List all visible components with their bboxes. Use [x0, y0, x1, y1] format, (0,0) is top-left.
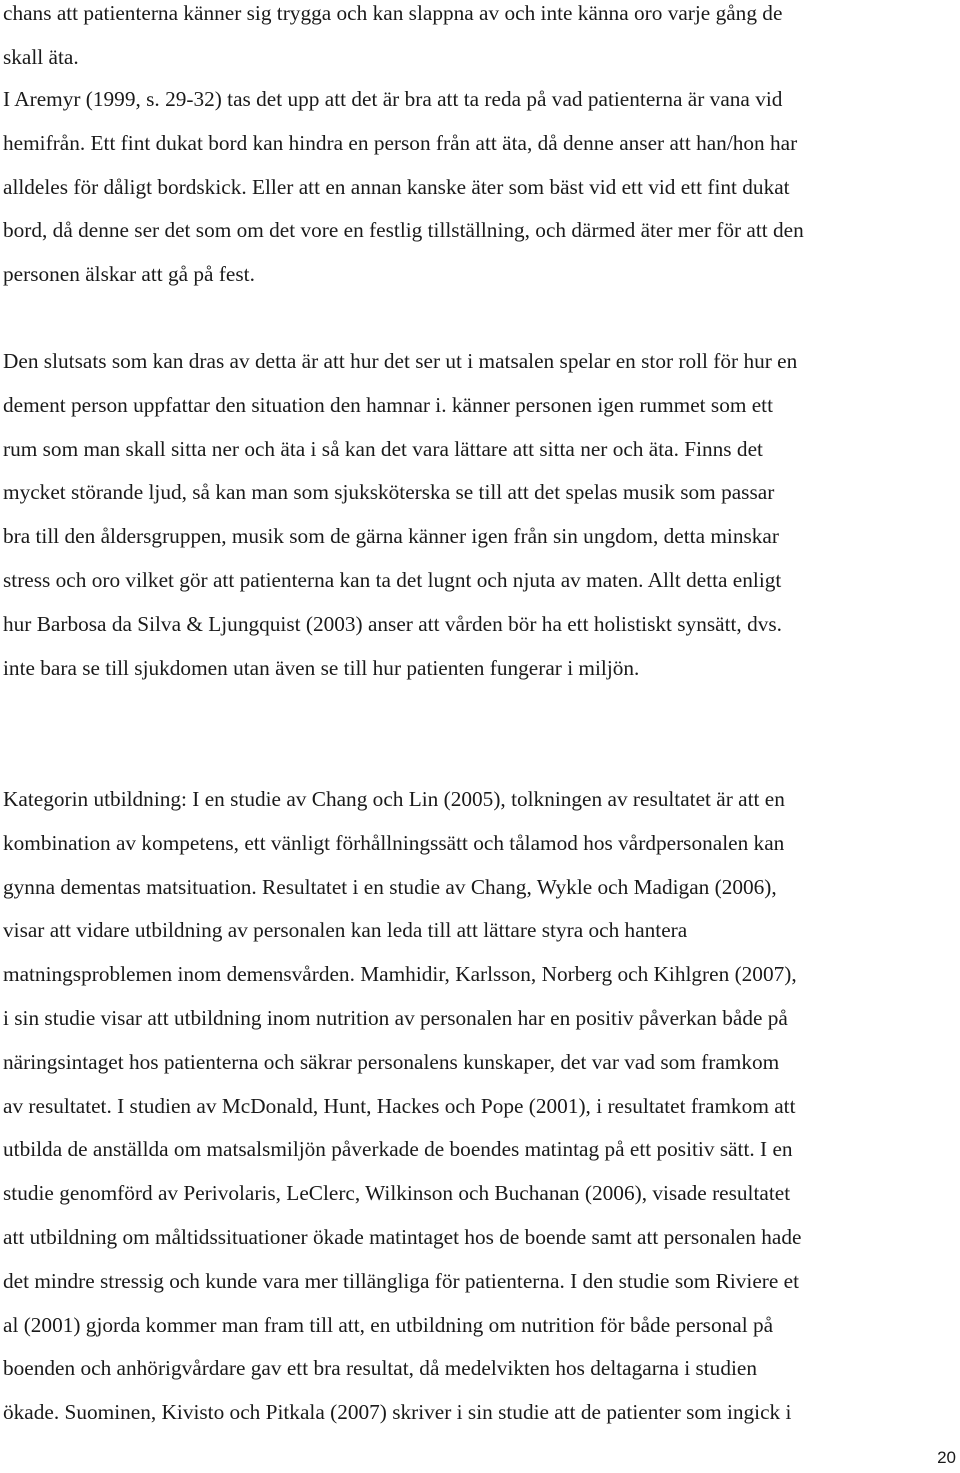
text-line: utbilda de anställda om matsalsmiljön påverkade de boendes matintag på ett positiv sätt. I en	[3, 1137, 793, 1162]
text-line: inte bara se till sjukdomen utan även se till hur patienten fungerar i miljön.	[3, 655, 640, 680]
text-line: ökade. Suominen, Kivisto och Pitkala (2007) skriver i sin studie att de patienter som ingick i	[3, 1400, 792, 1425]
paragraph-3	[3, 340, 960, 690]
paragraph-2	[3, 78, 960, 297]
text-line: matningsproblemen inom demensvården. Mamhidir, Karlsson, Norberg och Kihlgren (2007),	[3, 962, 797, 987]
text-line: stress och oro vilket gör att patienterna kan ta det lugnt och njuta av maten. Allt detta enligt	[3, 567, 782, 592]
page-number: 20	[937, 1448, 956, 1467]
text-line: boenden och anhörigvårdare gav ett bra resultat, då medelvikten hos deltagarna i studien	[3, 1356, 757, 1381]
text-line: studie genomförd av Perivolaris, LeClerc, Wilkinson och Buchanan (2006), visade resultatet	[3, 1181, 791, 1206]
text-line: mycket störande ljud, så kan man som sjuksköterska se till att det spelas musik som passar	[3, 480, 775, 505]
paragraph-4	[3, 778, 960, 1435]
text-line: i sin studie visar att utbildning inom nutrition av personalen har en positiv påverkan både på	[3, 1005, 788, 1030]
text-line: alldeles för dåligt bordskick. Eller att en annan kanske äter som bäst vid ett vid ett fint dukat	[3, 174, 790, 199]
text-line: bra till den åldersgruppen, musik som de gärna känner igen från sin ungdom, detta minskar	[3, 524, 779, 549]
text-line: kombination av kompetens, ett vänligt förhållningssätt och tålamod hos vårdpersonalen kan	[3, 830, 785, 855]
text-line: gynna dementas matsituation. Resultatet i en studie av Chang, Wykle och Madigan (2006),	[3, 874, 777, 899]
text-line: dement person uppfattar den situation den hamnar i. känner personen igen rummet som ett	[3, 392, 774, 417]
text-line: hur Barbosa da Silva & Ljungquist (2003) anser att vården bör ha ett holistiskt synsätt, dvs.	[3, 611, 782, 636]
text-line: al (2001) gjorda kommer man fram till att, en utbildning om nutrition för både personal på	[3, 1312, 774, 1337]
text-line: hemifrån. Ett fint dukat bord kan hindra en person från att äta, då denne anser att han/hon har	[3, 130, 798, 155]
text-line: näringsintaget hos patienterna och säkrar personalens kunskaper, det var vad som framkom	[3, 1049, 780, 1074]
text-line: skall äta.	[3, 44, 79, 69]
text-line: visar att vidare utbildning av personalen kan leda till att lättare styra och hantera	[3, 918, 688, 943]
text-line: personen älskar att gå på fest.	[3, 262, 255, 287]
text-line: det mindre stressig och kunde vara mer tillängliga för patienterna. I den studie som Riviere et	[3, 1268, 800, 1293]
text-line: chans att patienterna känner sig trygga och kan slappna av och inte känna oro varje gång de	[3, 1, 783, 25]
text-line: Kategorin utbildning: I en studie av Chang och Lin (2005), tolkningen av resultatet är att en	[3, 787, 785, 811]
text-line: av resultatet. I studien av McDonald, Hunt, Hackes och Pope (2001), i resultatet framkom att	[3, 1093, 796, 1118]
text-line: Den slutsats som kan dras av detta är att hur det ser ut i matsalen spelar en stor roll för hur en	[3, 349, 798, 373]
paragraph-1	[3, 0, 960, 80]
text-line: bord, då denne ser det som om det vore en festlig tillställning, och därmed äter mer för att den	[3, 218, 804, 243]
text-line: att utbildning om måltidssituationer ökade matintaget hos de boende samt att personalen hade	[3, 1224, 802, 1249]
text-line: I Aremyr (1999, s. 29-32) tas det upp att det är bra att ta reda på vad patienterna är vana vid	[3, 87, 783, 111]
text-line: rum som man skall sitta ner och äta i så kan det vara lättare att sitta ner och äta. Finns det	[3, 436, 763, 461]
